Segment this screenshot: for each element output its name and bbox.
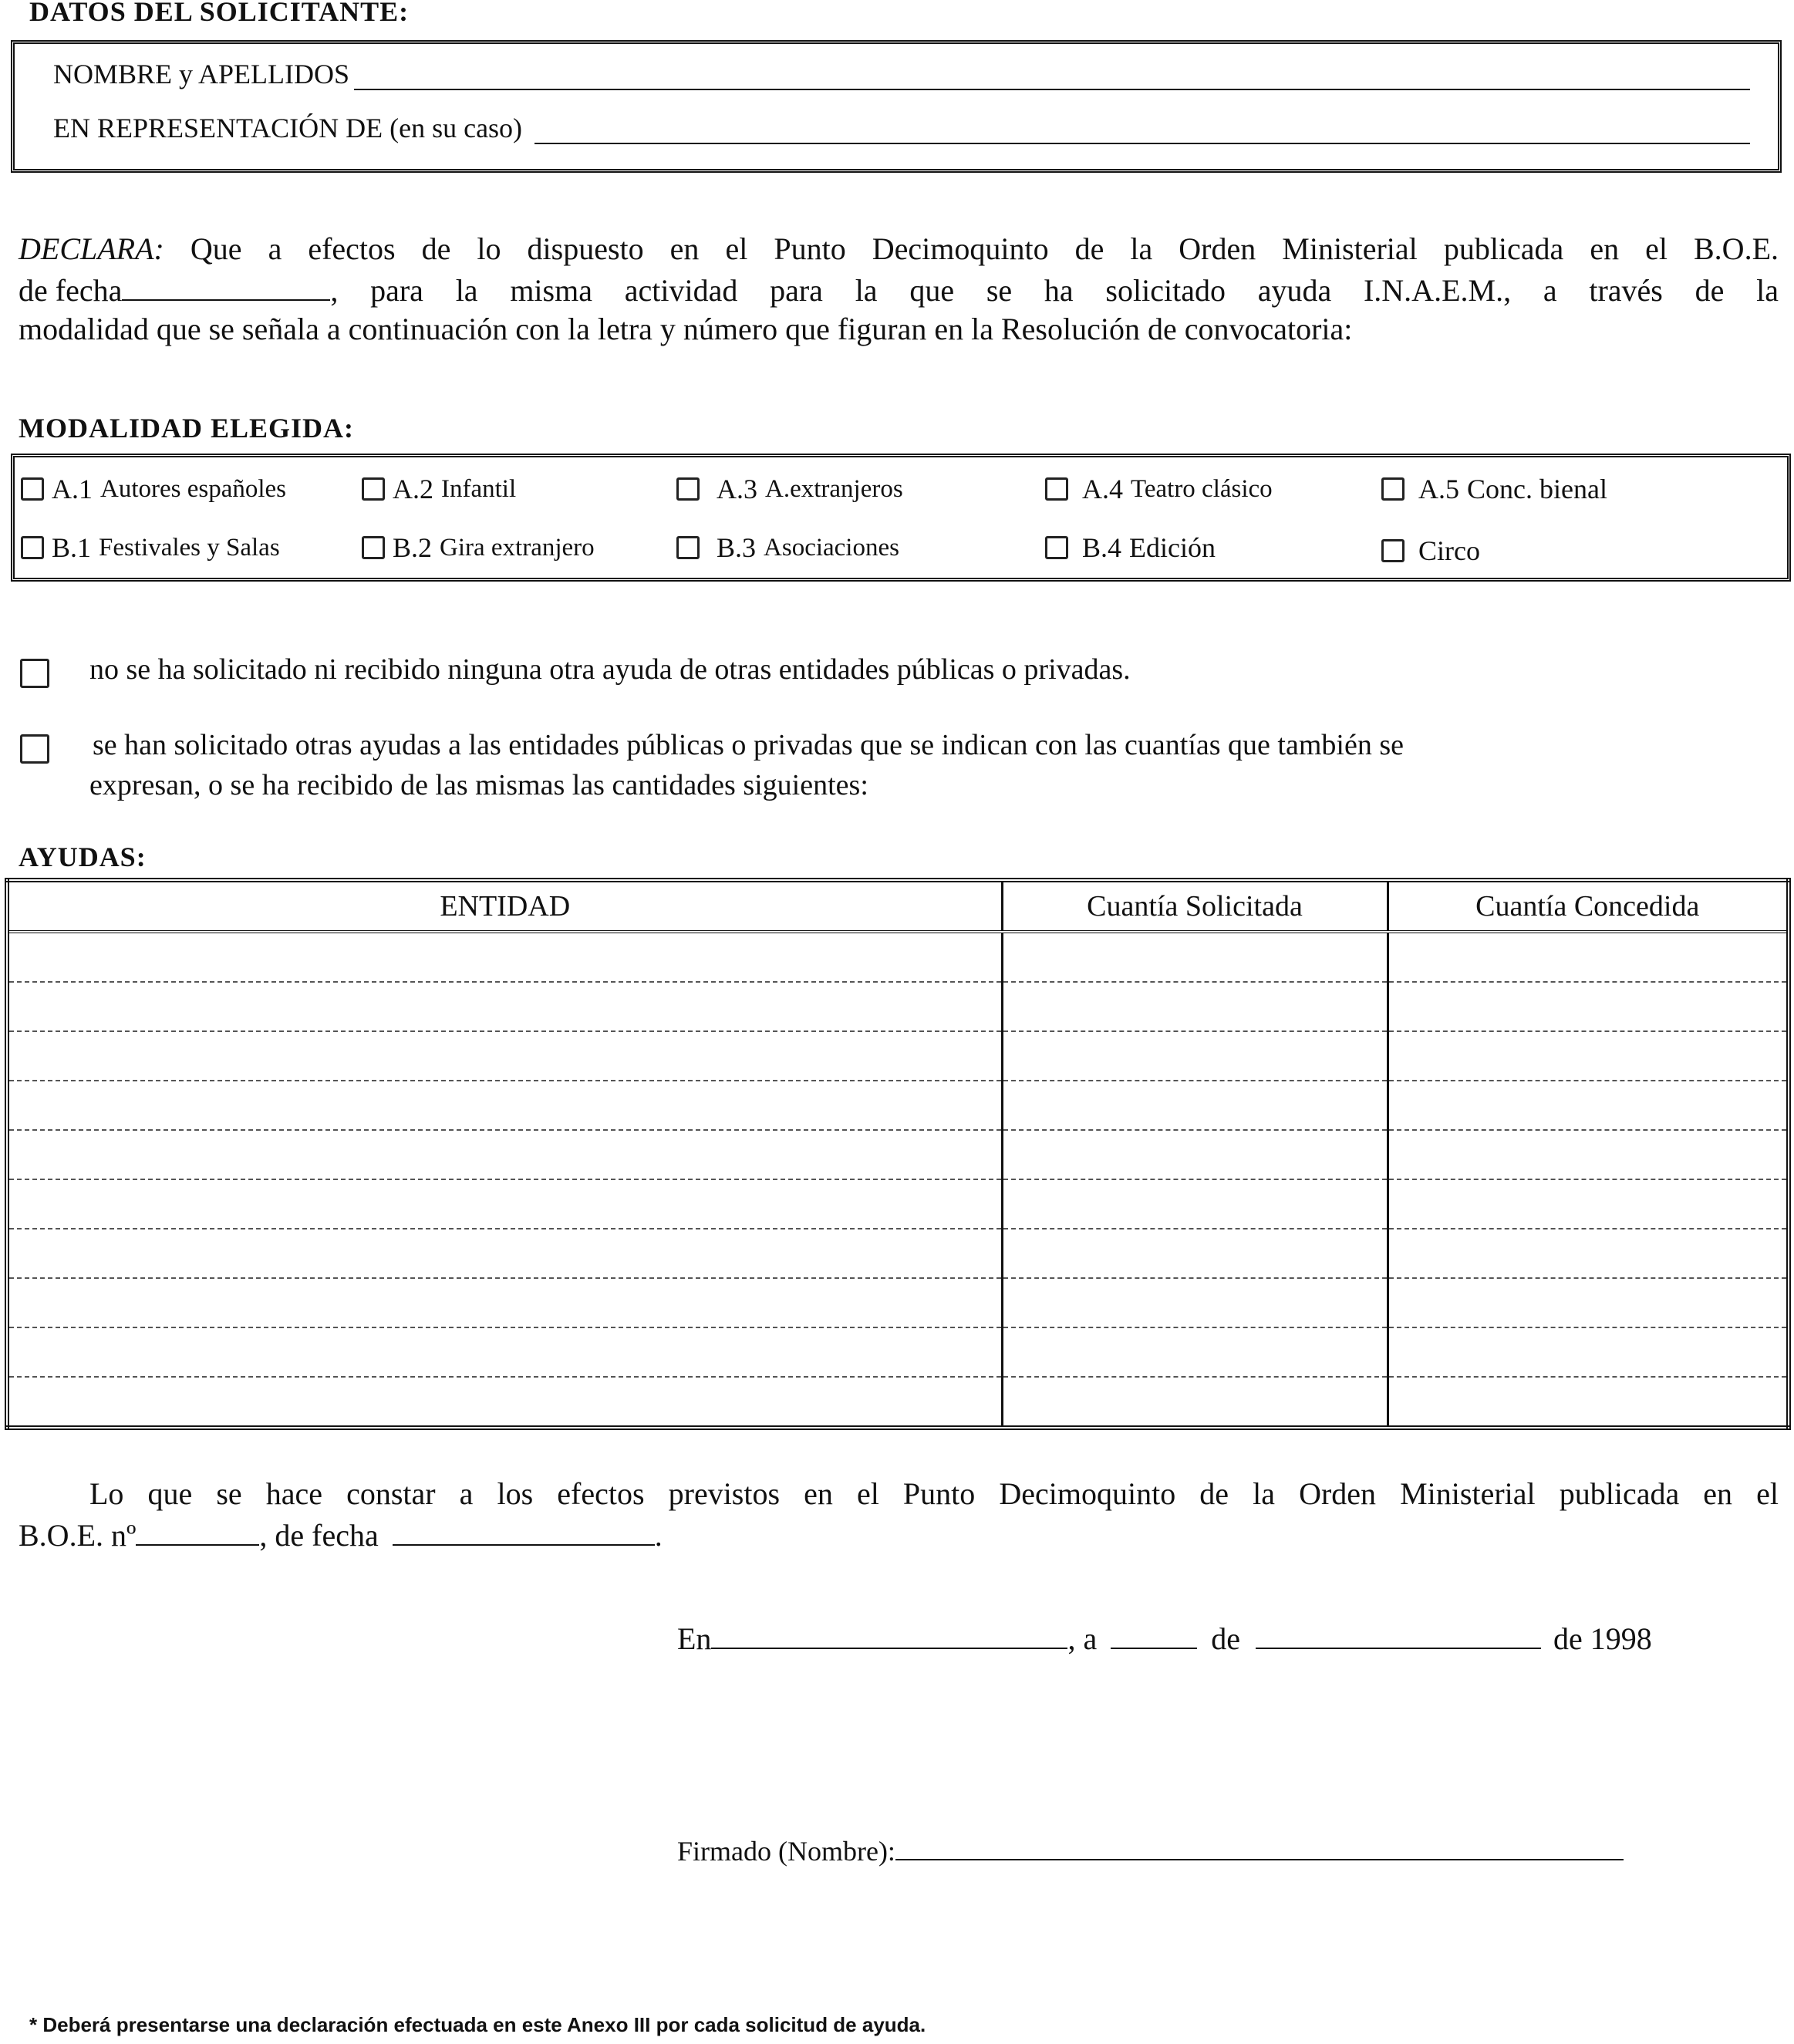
lugar-fecha-line bbox=[677, 1617, 1652, 1658]
label-b2: Gira extranjero bbox=[440, 533, 595, 562]
mes-input[interactable] bbox=[1256, 1617, 1541, 1649]
modalidad-b4[interactable] bbox=[1045, 531, 1216, 564]
ayudas-table bbox=[5, 878, 1791, 1430]
lugar-en-label: En bbox=[677, 1621, 712, 1656]
label-circo: Circo bbox=[1418, 535, 1480, 566]
checkbox-b3[interactable] bbox=[676, 536, 700, 559]
label-b1: Festivales y Salas bbox=[99, 533, 280, 562]
solicitante-box bbox=[11, 40, 1782, 173]
cell-entidad[interactable] bbox=[7, 982, 1002, 1031]
si-ayuda-text-1: se han solicitado otras ayudas a las entidades públicas o privadas que se indican con las cuantías que también se bbox=[93, 729, 1404, 761]
declara-paragraph bbox=[19, 230, 1779, 349]
table-row bbox=[7, 1031, 1789, 1081]
checkbox-b1[interactable] bbox=[21, 536, 44, 559]
representacion-field bbox=[53, 112, 1750, 144]
nombre-field bbox=[53, 58, 1750, 90]
modalidad-a5[interactable] bbox=[1381, 473, 1607, 505]
representacion-input[interactable] bbox=[534, 115, 1750, 144]
modalidad-b2[interactable] bbox=[362, 531, 595, 564]
lugar-year-label: de 1998 bbox=[1553, 1621, 1652, 1656]
nombre-input[interactable] bbox=[354, 61, 1750, 90]
declara-text-2: , para la misma actividad para la que se ha solicitado ayuda I.N.A.E.M., a través de la bbox=[330, 273, 1779, 308]
label-b3: Asociaciones bbox=[764, 533, 899, 562]
cell-solicitada[interactable] bbox=[1002, 932, 1388, 982]
declara-fecha-label: de fecha bbox=[19, 273, 123, 308]
footnote: * Deberá presentarse una declaración efectuada en este Anexo III por cada solicitud de ayuda. bbox=[29, 2013, 926, 2036]
cell-solicitada[interactable] bbox=[1002, 1229, 1388, 1278]
constancia-boe-input[interactable] bbox=[136, 1513, 259, 1546]
checkbox-circo[interactable] bbox=[1381, 539, 1405, 562]
modalidad-circo[interactable] bbox=[1381, 535, 1480, 567]
declara-text-1: Que a efectos de lo dispuesto en el Punto Decimoquinto de la Orden Ministerial publicada en el B.O.E. bbox=[164, 231, 1779, 266]
table-row bbox=[7, 1327, 1789, 1377]
cell-solicitada[interactable] bbox=[1002, 1278, 1388, 1327]
nombre-label: NOMBRE y APELLIDOS bbox=[53, 59, 350, 89]
si-ayuda-text-2: expresan, o se ha recibido de las mismas las cantidades siguientes: bbox=[89, 769, 868, 801]
checkbox-a5[interactable] bbox=[1381, 477, 1405, 501]
constancia-paragraph bbox=[19, 1475, 1779, 1555]
option-si-ayuda[interactable] bbox=[20, 725, 1779, 805]
table-row bbox=[7, 932, 1789, 982]
cell-concedida[interactable] bbox=[1388, 1130, 1789, 1179]
cell-solicitada[interactable] bbox=[1002, 1031, 1388, 1081]
modalidad-b1[interactable] bbox=[21, 531, 280, 564]
table-row bbox=[7, 1081, 1789, 1130]
lugar-de-label: de bbox=[1211, 1621, 1240, 1656]
col-cuantia-concedida: Cuantía Concedida bbox=[1388, 880, 1789, 932]
checkbox-a4[interactable] bbox=[1045, 477, 1068, 501]
cell-concedida[interactable] bbox=[1388, 1278, 1789, 1327]
code-b2: B.2 bbox=[393, 532, 433, 563]
firma-line bbox=[677, 1830, 1624, 1867]
cell-concedida[interactable] bbox=[1388, 1327, 1789, 1377]
declara-fecha-input[interactable] bbox=[122, 268, 330, 301]
table-row bbox=[7, 1229, 1789, 1278]
lugar-a-label: , a bbox=[1067, 1621, 1098, 1656]
cell-concedida[interactable] bbox=[1388, 1377, 1789, 1428]
constancia-text-1: Lo que se hace constar a los efectos previstos en el Punto Decimoquinto de la Orden Ministerial publicada en el bbox=[89, 1476, 1779, 1511]
cell-concedida[interactable] bbox=[1388, 1081, 1789, 1130]
cell-solicitada[interactable] bbox=[1002, 1179, 1388, 1229]
firma-label: Firmado (Nombre): bbox=[677, 1836, 895, 1867]
checkbox-a3[interactable] bbox=[676, 477, 700, 501]
cell-entidad[interactable] bbox=[7, 1179, 1002, 1229]
cell-entidad[interactable] bbox=[7, 1031, 1002, 1081]
table-row bbox=[7, 1377, 1789, 1428]
cell-entidad[interactable] bbox=[7, 932, 1002, 982]
col-entidad: ENTIDAD bbox=[7, 880, 1002, 932]
solicitante-heading: DATOS DEL SOLICITANTE: bbox=[29, 0, 410, 27]
checkbox-no-ayuda[interactable] bbox=[20, 659, 49, 688]
cell-solicitada[interactable] bbox=[1002, 1081, 1388, 1130]
code-b3: B.3 bbox=[717, 532, 757, 563]
checkbox-a1[interactable] bbox=[21, 477, 44, 501]
cell-concedida[interactable] bbox=[1388, 1229, 1789, 1278]
constancia-boe-label: B.O.E. nº bbox=[19, 1518, 137, 1553]
cell-solicitada[interactable] bbox=[1002, 1130, 1388, 1179]
table-row bbox=[7, 1130, 1789, 1179]
modalidad-a4[interactable] bbox=[1045, 473, 1273, 505]
declara-keyword: DECLARA: bbox=[19, 231, 164, 266]
declara-text-3: modalidad que se señala a continuación con la letra y número que figuran en la Resolución de convocatoria: bbox=[19, 312, 1353, 346]
col-cuantia-solicitada: Cuantía Solicitada bbox=[1002, 880, 1388, 932]
modalidad-a1[interactable] bbox=[21, 473, 286, 505]
cell-solicitada[interactable] bbox=[1002, 1377, 1388, 1428]
firma-input[interactable] bbox=[895, 1830, 1624, 1860]
cell-entidad[interactable] bbox=[7, 1377, 1002, 1428]
code-b4: B.4 bbox=[1082, 532, 1122, 563]
cell-entidad[interactable] bbox=[7, 1130, 1002, 1179]
cell-entidad[interactable] bbox=[7, 1327, 1002, 1377]
label-a3: A.extranjeros bbox=[765, 474, 903, 503]
checkbox-si-ayuda[interactable] bbox=[20, 734, 49, 764]
cell-concedida[interactable] bbox=[1388, 1031, 1789, 1081]
label-a4: Teatro clásico bbox=[1131, 474, 1273, 503]
code-a5: A.5 bbox=[1418, 474, 1459, 504]
constancia-fecha-label: , de fecha bbox=[259, 1518, 379, 1553]
table-row bbox=[7, 1278, 1789, 1327]
cell-entidad[interactable] bbox=[7, 1229, 1002, 1278]
modalidad-heading: MODALIDAD ELEGIDA: bbox=[19, 413, 355, 444]
lugar-input[interactable] bbox=[711, 1617, 1067, 1649]
checkbox-b4[interactable] bbox=[1045, 536, 1068, 559]
code-a1: A.1 bbox=[52, 474, 93, 504]
checkbox-b2[interactable] bbox=[362, 536, 385, 559]
code-a2: A.2 bbox=[393, 474, 433, 504]
table-row bbox=[7, 982, 1789, 1031]
option-no-ayuda[interactable] bbox=[20, 649, 1779, 690]
modalidad-b3[interactable] bbox=[676, 531, 899, 564]
label-a5: Conc. bienal bbox=[1467, 474, 1607, 504]
cell-entidad[interactable] bbox=[7, 1081, 1002, 1130]
cell-entidad[interactable] bbox=[7, 1278, 1002, 1327]
code-a4: A.4 bbox=[1082, 474, 1123, 504]
representacion-label: EN REPRESENTACIÓN DE (en su caso) bbox=[53, 113, 523, 143]
modalidad-a2[interactable] bbox=[362, 473, 516, 505]
constancia-fecha-input[interactable] bbox=[393, 1513, 655, 1546]
checkbox-a2[interactable] bbox=[362, 477, 385, 501]
code-a3: A.3 bbox=[717, 474, 757, 504]
cell-concedida[interactable] bbox=[1388, 982, 1789, 1031]
ayudas-heading: AYUDAS: bbox=[19, 842, 147, 872]
modalidad-box bbox=[11, 454, 1791, 582]
constancia-end: . bbox=[654, 1518, 663, 1553]
cell-concedida[interactable] bbox=[1388, 932, 1789, 982]
cell-solicitada[interactable] bbox=[1002, 1327, 1388, 1377]
table-row bbox=[7, 1179, 1789, 1229]
label-a2: Infantil bbox=[441, 474, 517, 503]
no-ayuda-text: no se ha solicitado ni recibido ninguna otra ayuda de otras entidades públicas o privadas. bbox=[89, 653, 1131, 686]
ayudas-header-row bbox=[7, 880, 1789, 932]
cell-solicitada[interactable] bbox=[1002, 982, 1388, 1031]
code-b1: B.1 bbox=[52, 532, 92, 563]
dia-input[interactable] bbox=[1111, 1617, 1197, 1649]
label-b4: Edición bbox=[1129, 532, 1216, 563]
label-a1: Autores españoles bbox=[100, 474, 287, 503]
modalidad-a3[interactable] bbox=[676, 473, 903, 505]
cell-concedida[interactable] bbox=[1388, 1179, 1789, 1229]
